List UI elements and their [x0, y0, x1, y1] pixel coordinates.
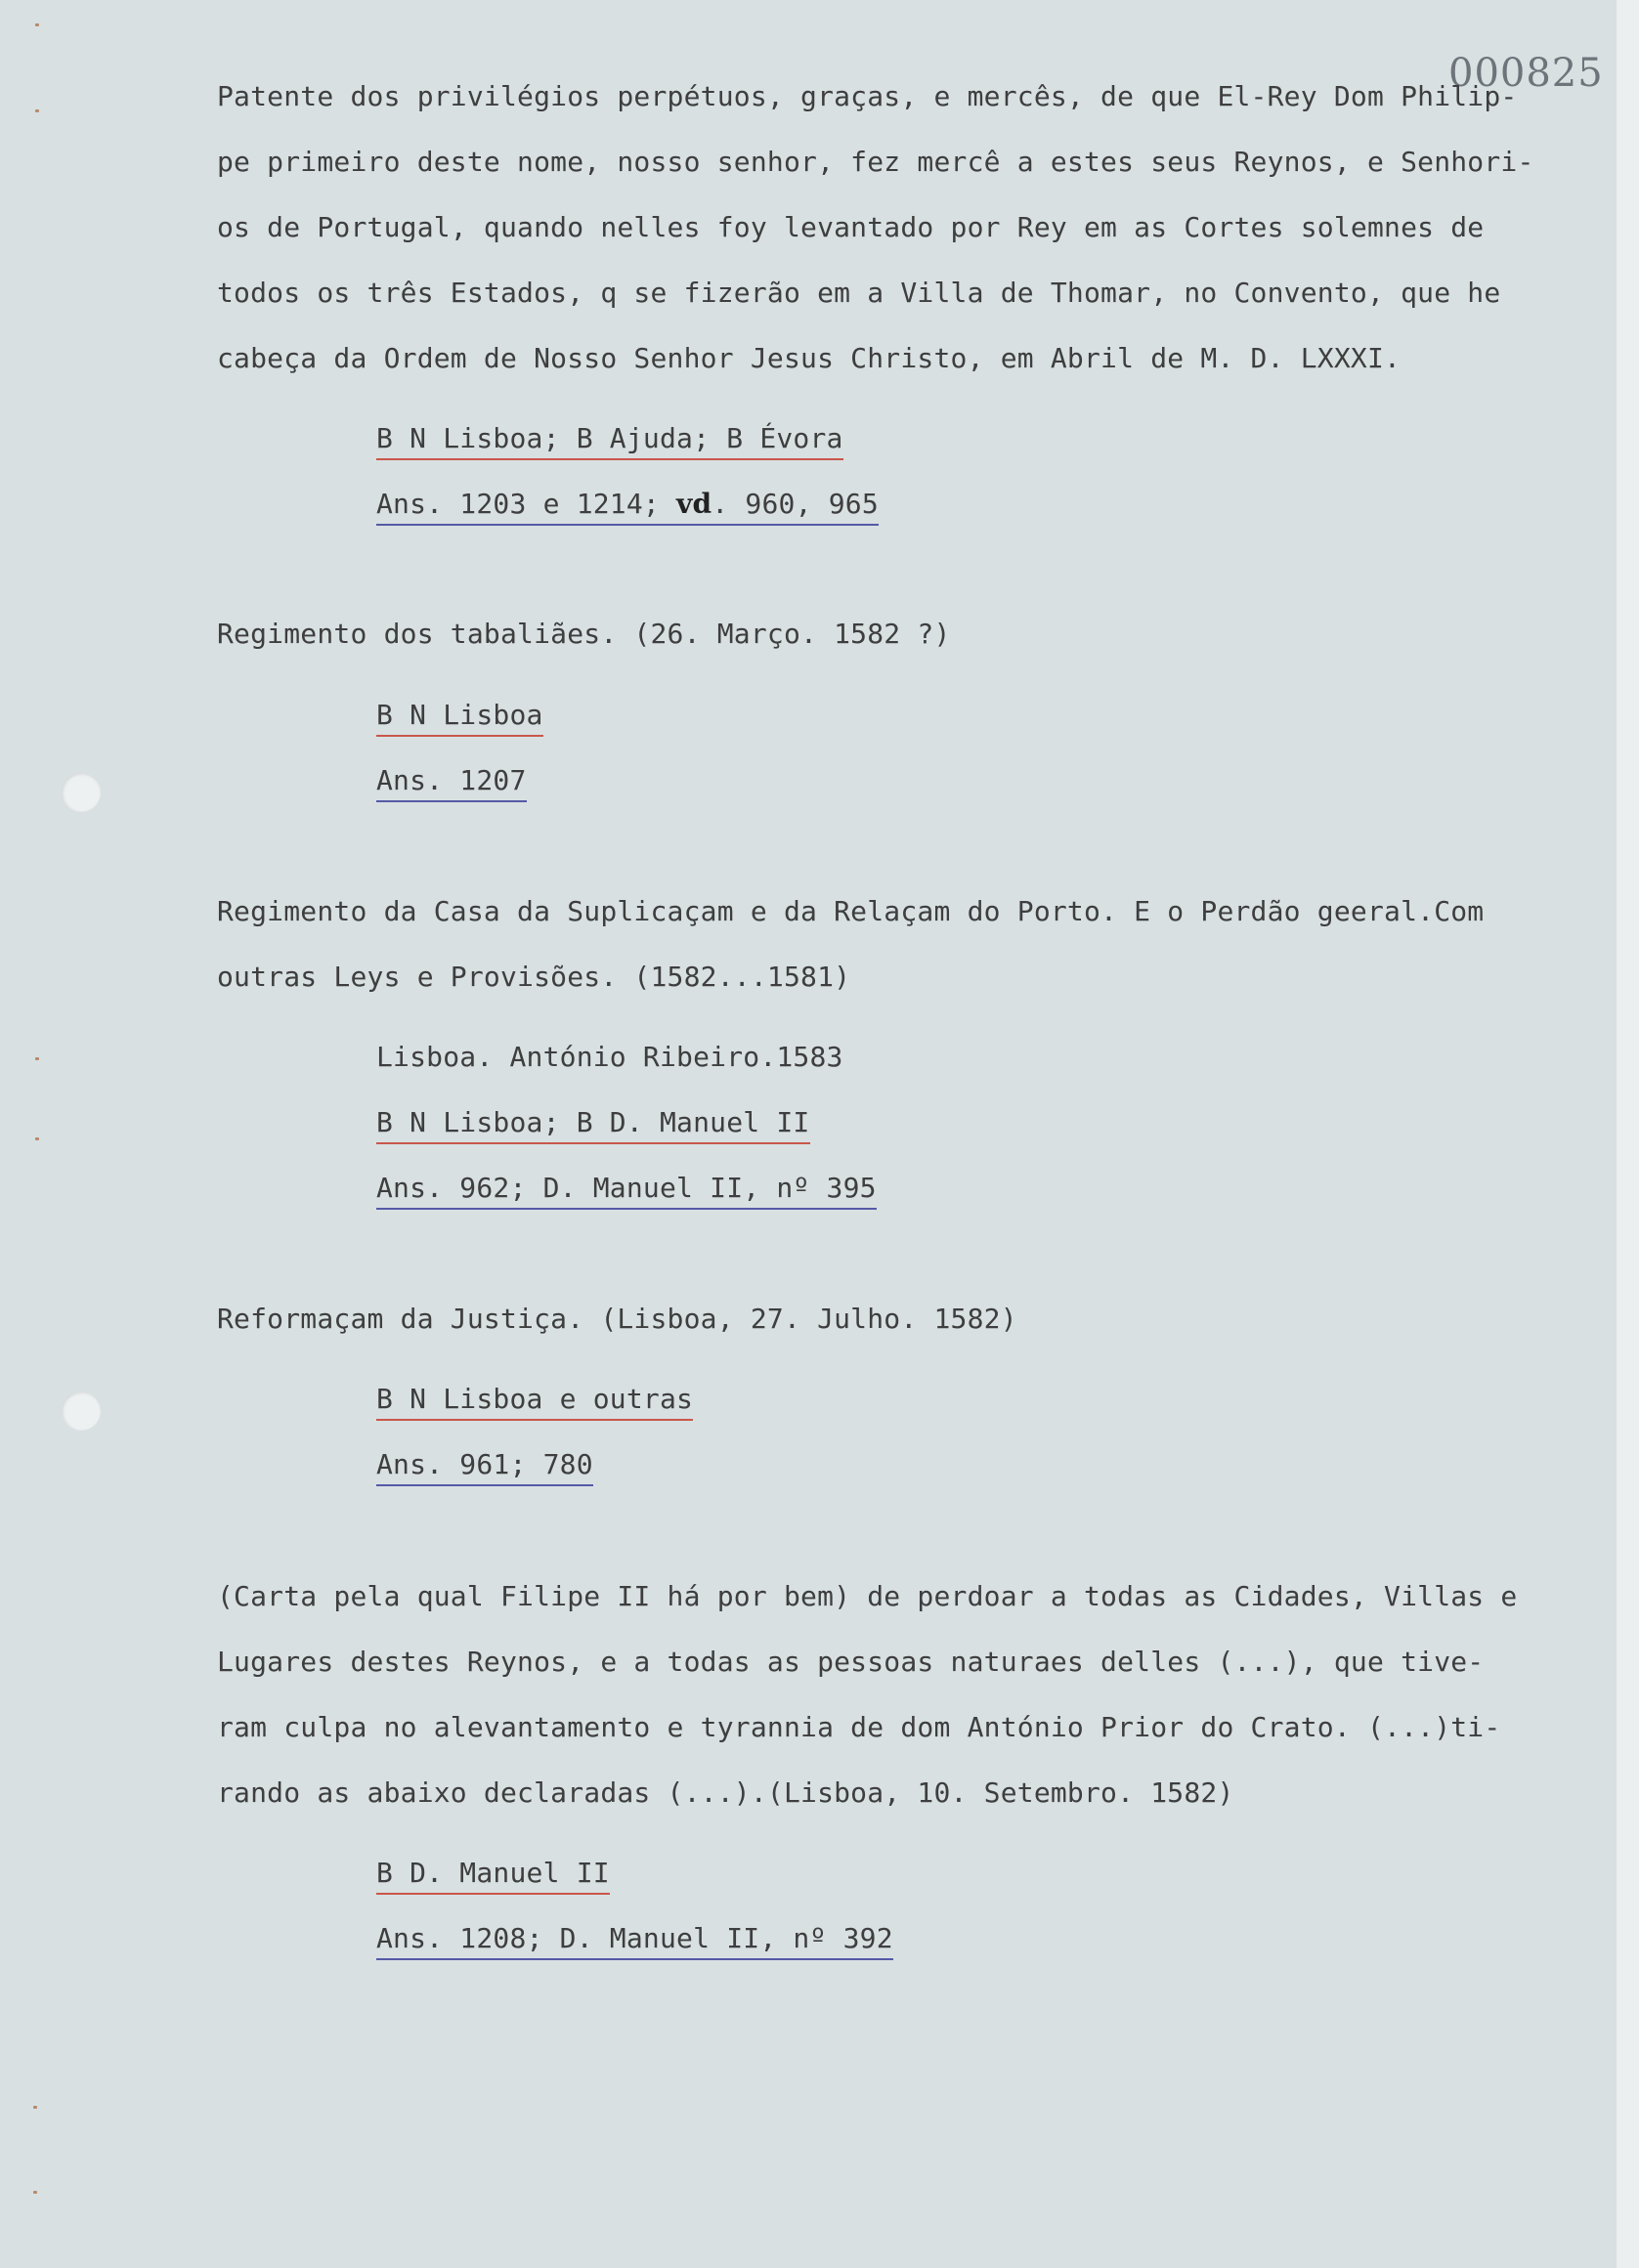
entry-3-title-line-2: outras Leys e Provisões. (1582...1581): [217, 961, 851, 993]
entry-5-ans: [376, 1922, 893, 1954]
entry-1-ans-handwritten-note: vd: [676, 488, 712, 520]
paper-speck: [35, 1057, 39, 1060]
punch-hole: [62, 1391, 101, 1431]
entry-1-libraries: [376, 422, 843, 454]
entry-5-libraries: [376, 1857, 610, 1889]
entry-4-title-line-1: Reformaçam da Justiça. (Lisboa, 27. Julho. 1582): [217, 1303, 1017, 1335]
entry-1-ans-prefix: Ans. 1203 e 1214;: [376, 488, 660, 520]
entry-2-title-line-1: Regimento dos tabaliães. (26. Março. 1582 ?): [217, 618, 951, 650]
archive-stamp-number: 000825: [1448, 51, 1604, 96]
entry-1-ans-suffix: . 960, 965: [712, 488, 879, 520]
paper-speck: [35, 109, 39, 112]
entry-3-ans-text: Ans. 962; D. Manuel II, nº 395: [376, 1172, 877, 1210]
entry-1-ans: [376, 488, 879, 520]
entry-2-libraries-text: B N Lisboa: [376, 699, 543, 737]
entry-4-ans: [376, 1448, 593, 1480]
entry-1-ans-text: [376, 488, 879, 526]
entry-1-title-line-5: cabeça da Ordem de Nosso Senhor Jesus Christo, em Abril de M. D. LXXXI.: [217, 342, 1402, 374]
paper-speck: [33, 2191, 37, 2194]
entry-2-ans-text: Ans. 1207: [376, 764, 527, 802]
entry-5-libraries-text: B D. Manuel II: [376, 1857, 610, 1895]
paper-speck: [33, 2106, 37, 2109]
punch-hole: [62, 773, 101, 812]
entry-3-imprint: Lisboa. António Ribeiro.1583: [376, 1041, 843, 1073]
entry-4-ans-text: Ans. 961; 780: [376, 1448, 593, 1486]
entry-5-title-line-4: rando as abaixo declaradas (...).(Lisboa, 10. Setembro. 1582): [217, 1776, 1234, 1809]
entry-3-title-line-1: Regimento da Casa da Suplicaçam e da Relaçam do Porto. E o Perdão geeral.Com: [217, 895, 1485, 927]
entry-2-ans: [376, 764, 527, 796]
entry-3-libraries: [376, 1106, 810, 1138]
entry-1-title-line-4: todos os três Estados, q se fizerão em a Villa de Thomar, no Convento, que he: [217, 277, 1501, 309]
entry-5-title-line-3: ram culpa no alevantamento e tyrannia de dom António Prior do Crato. (...)ti-: [217, 1711, 1501, 1743]
entry-5-title-line-1: (Carta pela qual Filipe II há por bem) de perdoar a todas as Cidades, Villas e: [217, 1580, 1518, 1612]
paper-speck: [35, 1137, 39, 1140]
entry-3-libraries-text: B N Lisboa; B D. Manuel II: [376, 1106, 810, 1144]
entry-4-libraries-text: B N Lisboa e outras: [376, 1383, 693, 1421]
entry-3-ans: [376, 1172, 877, 1204]
scan-margin: [1617, 0, 1639, 2268]
entry-1-libraries-text: B N Lisboa; B Ajuda; B Évora: [376, 422, 843, 460]
entry-2-libraries: [376, 699, 543, 731]
entry-5-title-line-2: Lugares destes Reynos, e a todas as pessoas naturaes delles (...), que tive-: [217, 1646, 1485, 1678]
entry-4-libraries: [376, 1383, 693, 1415]
entry-5-ans-text: Ans. 1208; D. Manuel II, nº 392: [376, 1922, 893, 1960]
paper-speck: [35, 23, 39, 26]
entry-1-title-line-3: os de Portugal, quando nelles foy levantado por Rey em as Cortes solemnes de: [217, 211, 1485, 243]
entry-1-title-line-2: pe primeiro deste nome, nosso senhor, fez mercê a estes seus Reynos, e Senhori-: [217, 146, 1534, 178]
entry-1-title-line-1: Patente dos privilégios perpétuos, graças, e mercês, de que El-Rey Dom Philip-: [217, 80, 1518, 112]
